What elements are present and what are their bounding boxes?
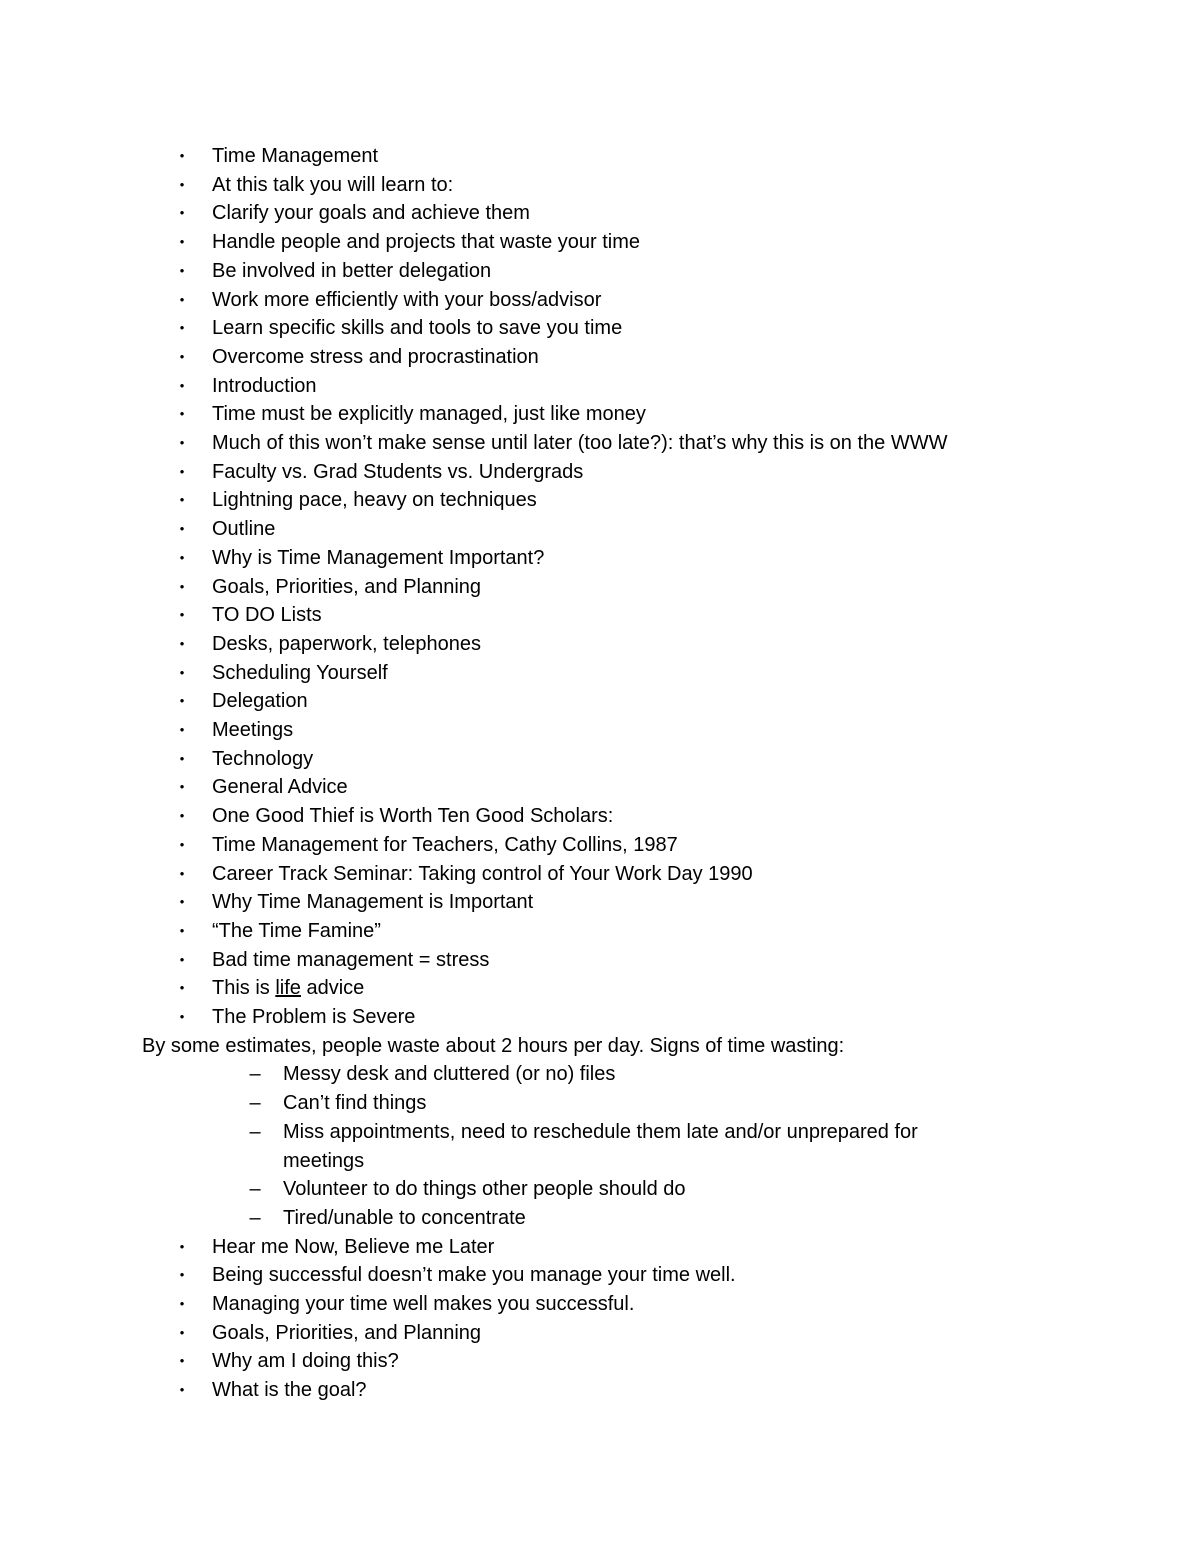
list-item-text: Being successful doesn’t make you manage your time well. bbox=[212, 1264, 736, 1287]
bullet-icon: • bbox=[179, 865, 185, 881]
bullet-icon: • bbox=[179, 1324, 185, 1340]
list-item-text: Goals, Priorities, and Planning bbox=[212, 1321, 482, 1344]
bullet-icon: • bbox=[179, 607, 185, 623]
bullet-icon: • bbox=[179, 779, 185, 795]
bullet-icon: • bbox=[179, 635, 185, 651]
sub-list-item-text: Miss appointments, need to reschedule them late and/or unprepared for bbox=[283, 1120, 918, 1143]
bullet-icon: • bbox=[179, 1267, 185, 1283]
list-item-text: Managing your time well makes you successful. bbox=[212, 1293, 635, 1315]
list-item-text: Time Management bbox=[212, 145, 378, 167]
bullet-icon: • bbox=[179, 894, 185, 910]
bullet-icon: • bbox=[179, 1382, 185, 1398]
bullet-icon: • bbox=[179, 1353, 185, 1369]
list-item-text: Bad time management = stress bbox=[212, 948, 490, 971]
sub-list-item-text: meetings bbox=[283, 1149, 365, 1172]
bullet-icon: • bbox=[179, 922, 185, 938]
list-item-text: Be involved in better delegation bbox=[212, 259, 492, 282]
dash-icon: – bbox=[249, 1063, 261, 1086]
list-item-text: Why am I doing this? bbox=[212, 1350, 399, 1373]
underlined-word: life bbox=[275, 977, 301, 1000]
bullet-icon: • bbox=[179, 693, 185, 709]
sub-list-item-text: Messy desk and cluttered (or no) files bbox=[283, 1063, 616, 1086]
list-item-text: At this talk you will learn to: bbox=[212, 173, 454, 196]
bullet-icon: • bbox=[179, 435, 185, 450]
bullet-icon: • bbox=[179, 377, 185, 393]
sub-list-item-text: Volunteer to do things other people should do bbox=[283, 1178, 686, 1201]
list-item-text: Overcome stress and procrastination bbox=[212, 345, 539, 368]
list-item-text: TO DO Lists bbox=[212, 604, 322, 627]
bullet-icon: • bbox=[179, 492, 185, 508]
list-item-text: Goals, Priorities, and Planning bbox=[212, 575, 482, 598]
text-segment: advice bbox=[300, 977, 365, 1000]
list-item-text: Learn specific skills and tools to save you time bbox=[212, 317, 623, 340]
dash-icon: – bbox=[249, 1120, 261, 1143]
list-item-text: Scheduling Yourself bbox=[212, 661, 388, 684]
dash-icon: – bbox=[249, 1178, 261, 1201]
bullet-icon: • bbox=[179, 578, 185, 594]
bullet-icon: • bbox=[179, 750, 185, 766]
list-item-text: Hear me Now, Believe me Later bbox=[212, 1235, 495, 1258]
bullet-icon: • bbox=[179, 406, 185, 422]
bullet-icon: • bbox=[179, 463, 185, 479]
bullet-icon: • bbox=[179, 549, 185, 565]
bullet-icon: • bbox=[179, 291, 185, 307]
bullet-icon: • bbox=[179, 836, 185, 852]
list-item-text: Faculty vs. Grad Students vs. Undergrads bbox=[212, 460, 584, 483]
list-item-text: Much of this won’t make sense until later (too late?): that’s why this is on the WWW bbox=[212, 432, 948, 454]
list-item-text: Lightning pace, heavy on techniques bbox=[212, 489, 537, 512]
list-item-text: Handle people and projects that waste your time bbox=[212, 231, 641, 254]
dash-icon: – bbox=[249, 1206, 261, 1229]
bullet-icon: • bbox=[179, 1009, 185, 1024]
bullet-icon: • bbox=[179, 205, 185, 221]
list-item-text: Outline bbox=[212, 518, 276, 541]
list-item-text: Why is Time Management Important? bbox=[212, 546, 545, 569]
bullet-icon: • bbox=[179, 176, 185, 192]
bullet-icon: • bbox=[179, 664, 185, 680]
list-item-text: Work more efficiently with your boss/advisor bbox=[212, 288, 602, 311]
list-item-text: One Good Thief is Worth Ten Good Scholars: bbox=[212, 805, 614, 828]
bullet-icon: • bbox=[179, 148, 185, 163]
list-item-text: “The Time Famine” bbox=[212, 919, 381, 942]
bullet-icon: • bbox=[179, 1296, 185, 1311]
list-item-text: Meetings bbox=[212, 719, 294, 741]
list-item-text: Introduction bbox=[212, 374, 317, 397]
bullet-icon: • bbox=[179, 521, 185, 537]
list-item-text: Technology bbox=[212, 747, 314, 770]
list-item-text bbox=[212, 974, 364, 1003]
sub-list-item-text: Can’t find things bbox=[283, 1092, 427, 1115]
bullet-icon: • bbox=[179, 980, 185, 996]
list-item-text: What is the goal? bbox=[212, 1379, 367, 1402]
bullet-icon: • bbox=[179, 808, 185, 824]
list-item-text: Delegation bbox=[212, 690, 308, 713]
list-item-text: The Problem is Severe bbox=[212, 1006, 416, 1028]
bullet-icon: • bbox=[179, 262, 185, 278]
bullet-icon: • bbox=[179, 722, 185, 737]
list-item-text: Time Management for Teachers, Cathy Collins, 1987 bbox=[212, 833, 678, 856]
bullet-icon: • bbox=[179, 234, 185, 250]
paragraph-text: By some estimates, people waste about 2 hours per day. Signs of time wasting: bbox=[142, 1034, 845, 1057]
bullet-icon: • bbox=[179, 951, 185, 967]
sub-list-item-text: Tired/unable to concentrate bbox=[283, 1206, 526, 1229]
bullet-icon: • bbox=[179, 320, 185, 336]
list-item-text: Time must be explicitly managed, just like money bbox=[212, 403, 646, 426]
list-item-text: Why Time Management is Important bbox=[212, 891, 534, 914]
list-item-text: Desks, paperwork, telephones bbox=[212, 632, 482, 655]
text-segment: This is bbox=[212, 977, 276, 1000]
dash-icon: – bbox=[249, 1092, 261, 1115]
bullet-icon: • bbox=[179, 1238, 185, 1254]
list-item-text: Career Track Seminar: Taking control of Your Work Day 1990 bbox=[212, 862, 753, 885]
list-item-text: Clarify your goals and achieve them bbox=[212, 202, 530, 225]
list-item-text: General Advice bbox=[212, 776, 348, 799]
bullet-icon: • bbox=[179, 348, 185, 364]
